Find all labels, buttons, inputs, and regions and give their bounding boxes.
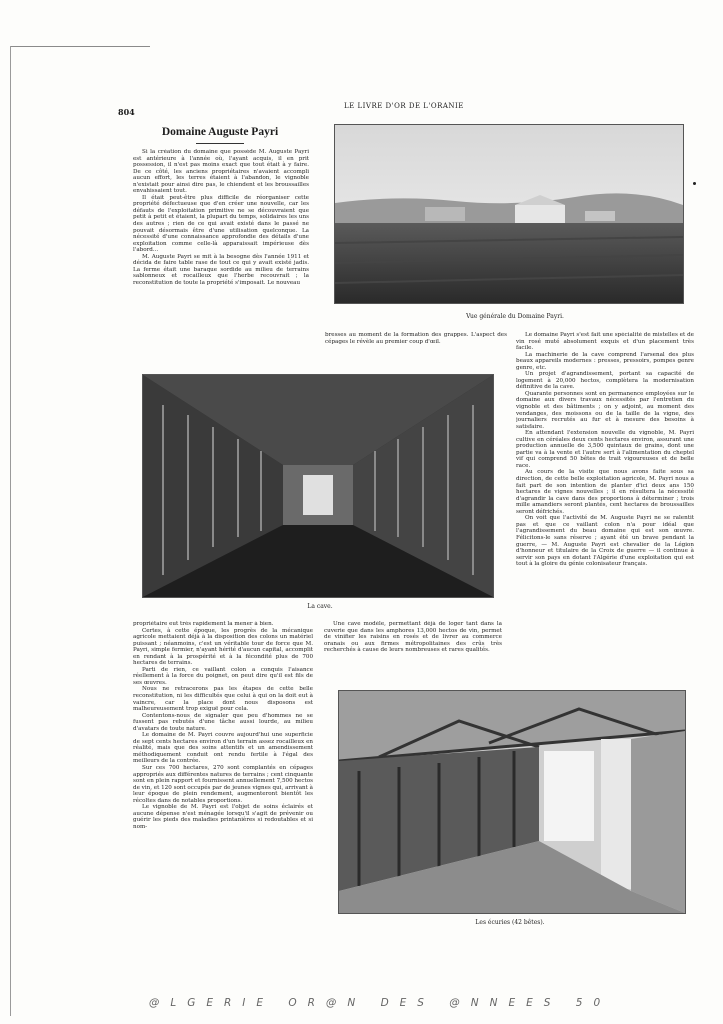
paragraph: Une cave modèle, permettant déjà de loger tant dans la cuverie que dans les amphores 13,000 hectos de vin, permet de vinifier les raisins en rosés et de livrer au commerce oranais ou aux firmes métropolitaines des crûs très recherchés à cause de leurs nombreuses et rares qualités. (324, 621, 502, 654)
stables-photo-caption: Les écuries (42 bêtes). (475, 919, 545, 926)
cellar-photo-caption: La cave. (307, 603, 333, 610)
paragraph: Certes, à cette époque, les progrès de la mécanique agricole mettaient déjà à la disposition des colons un matériel puissant ; néanmoins, c'est un véritable tour de force que M. Payri, simple fermier, n'ayant hérité d'aucun capital, accomplit en rendant à la prospérité et à la fécondité plus de 700 hectares de terrains. (133, 627, 313, 667)
column-3 (516, 332, 694, 670)
paragraph: Il était peut-être plus difficile de réorganiser cette propriété défectueuse que d'en créer une nouvelle, car les défauts de l'exploitation primitive ne se découvraient que petit à petit et étaient, la plupart du temps, solidaires les uns des autres ; rien de ce qui avait existé dans le passé ne pouvait désormais être d'une utilisation quelconque. La nécessité d'une connaissance approfondie des détails d'une exploitation comme celle-là apparaissait impérieuse dès l'abord... (133, 194, 309, 254)
paragraph: Un projet d'agrandissement, portant sa capacité de logement à 20,000 hectos, complètera la modernisation définitive de la cave. (516, 371, 694, 391)
paragraph: Le domaine Payri s'est fait une spécialité de mistelles et de vin rosé muté absolument exquis et d'un placement très facile. (516, 332, 694, 352)
paragraph: Quarante personnes sont en permanence employées sur le domaine aux divers travaux nécessités par l'entretien du vignoble et des bâtiments ; on y adjoint, au moment des vendanges, des moissons ou de la taille de la vigne, des journaliers recrutés au fur et à mesure des besoins à satisfaire. (516, 390, 694, 430)
column-1-top (133, 149, 309, 361)
paragraph: Le domaine de M. Payri couvre aujourd'hui une superficie de sept cents hectares environ d'un terrain assez rocailleux en réalité, mais que des soins attentifs et un amendissement méthodiquement conduit ont rendu fertile à l'égal des meilleurs de la contrée. (133, 732, 313, 765)
column-2-bottom (324, 621, 502, 681)
article-title: Domaine Auguste Payri (161, 126, 279, 138)
stables-photo (338, 690, 686, 914)
column-2-top (325, 332, 507, 372)
title-rule (196, 143, 244, 144)
ink-speck (693, 182, 696, 185)
paragraph: M. Auguste Payri se mit à la besogne dès l'année 1911 et décida de faire table rase de tout ce qui y avait existé jadis. La ferme était une baraque sordide au milieu de terrains sablonneux et rocailleux que l'herbe recouvrait ; la reconstitution de toute la propriété s'imposait. Le nouveau (133, 253, 309, 286)
top-rule (10, 46, 150, 47)
paragraph: Contentons-nous de signaler que peu d'hommes ne se fussent pas rebutés d'une tâche aussi lourde, au milieu d'avatars de toute nature. (133, 712, 313, 732)
paragraph: Si la création du domaine que possède M. Auguste Payri est antérieure à l'année où, l'ayant acquis, il en prit possession, il n'est pas moins exact que tout était à y faire. De ce côté, les anciens propriétaires n'avaient accompli aucun effort, les terres étaient à l'abandon, le vignoble n'existait pour ainsi dire pas, le chiendent et les broussailles envahissaient tout. (133, 149, 309, 195)
paragraph: La machinerie de la cave comprend l'arsenal des plus beaux appareils modernes : presses, pressoirs, pompes genre genre, etc. (516, 351, 694, 371)
paragraph: On voit que l'activité de M. Auguste Payri ne se ralentit pas et que ce vaillant colon n'a pour idéal que l'agrandissement du beau domaine qui est son œuvre. Félicitons-le sans réserve ; ayant été un brave pendant la guerre, — M. Auguste Payri est chevalier de la Légion d'honneur et titulaire de la Croix de guerre — il continue à servir son pays en dotant l'Algérie d'une exploitation qui est tout à la gloire du génie colonisateur français. (516, 515, 694, 568)
paragraph: Nous ne retracerons pas les étapes de cette belle reconstitution, ni les difficultés que celui à qui on la doit eut à vaincre, car la place dont nous disposons est malheureusement trop exiguë pour cela. (133, 686, 313, 713)
page-number: 804 (118, 107, 135, 117)
paragraph: bresses au moment de la formation des grappes. L'aspect des cépages le révèle au premier coup d'œil. (325, 332, 507, 345)
domain-photo-caption: Vue générale du Domaine Payri. (466, 313, 564, 320)
wine-cellar-photo (142, 374, 494, 598)
footer-watermark: @LGERIE OR@N DES @NNEES 50 (148, 997, 612, 1009)
paragraph: propriétaire eut très rapidement la mener à bien. (133, 621, 274, 627)
paragraph: En attendant l'extension nouvelle du vignoble, M. Payri cultive en céréales deux cents hectares environ, assurant une production annuelle de 3,500 quintaux de grains, dont une partie va à la vente et l'autre sert à l'alimentation du cheptel vif qui comprend 50 bêtes de trait vigoureuses et de belle race. (516, 430, 694, 469)
page-edge (10, 46, 11, 1016)
paragraph: Au cours de la visite que nous avons faite sous sa direction, de cette belle exploitation agricole, M. Payri nous a fait part de son intention de planter d'ici deux ans 150 hectares de vignes nouvelles ; il en résultera la nécessité d'agrandir la cave dans des proportions à déterminer ; trois mille amandiers seront plantés, cent hectares de broussailles seront défrichés. (516, 469, 694, 515)
paragraph: Parti de rien, ce vaillant colon a conquis l'aisance réellement à la force du poignet, on peut dire qu'il est fils de ses œuvres. (133, 666, 313, 686)
running-title: LE LIVRE D'OR DE L'ORANIE (344, 102, 464, 110)
column-1-bottom (133, 621, 313, 929)
paragraph: Le vignoble de M. Payri est l'objet de soins éclairés et aucune dépense n'est ménagée lorsqu'il s'agit de prévenir ou guérir les pieds des maladies printanières si redoutables et si nom- (133, 804, 313, 830)
domain-general-view-photo (334, 124, 684, 304)
paragraph: Sur ces 700 hectares, 270 sont complantés en cépages appropriés aux différentes natures de terrains ; cent cinquante sont en plein rapport et fournissent annuellement 7,500 hectos de vin, et 120 sont occupés par de jeunes vignes qui, arrivant à leur époque de plein rendement, augmenteront bientôt les récoltes dans de notables proportions. (133, 765, 313, 804)
